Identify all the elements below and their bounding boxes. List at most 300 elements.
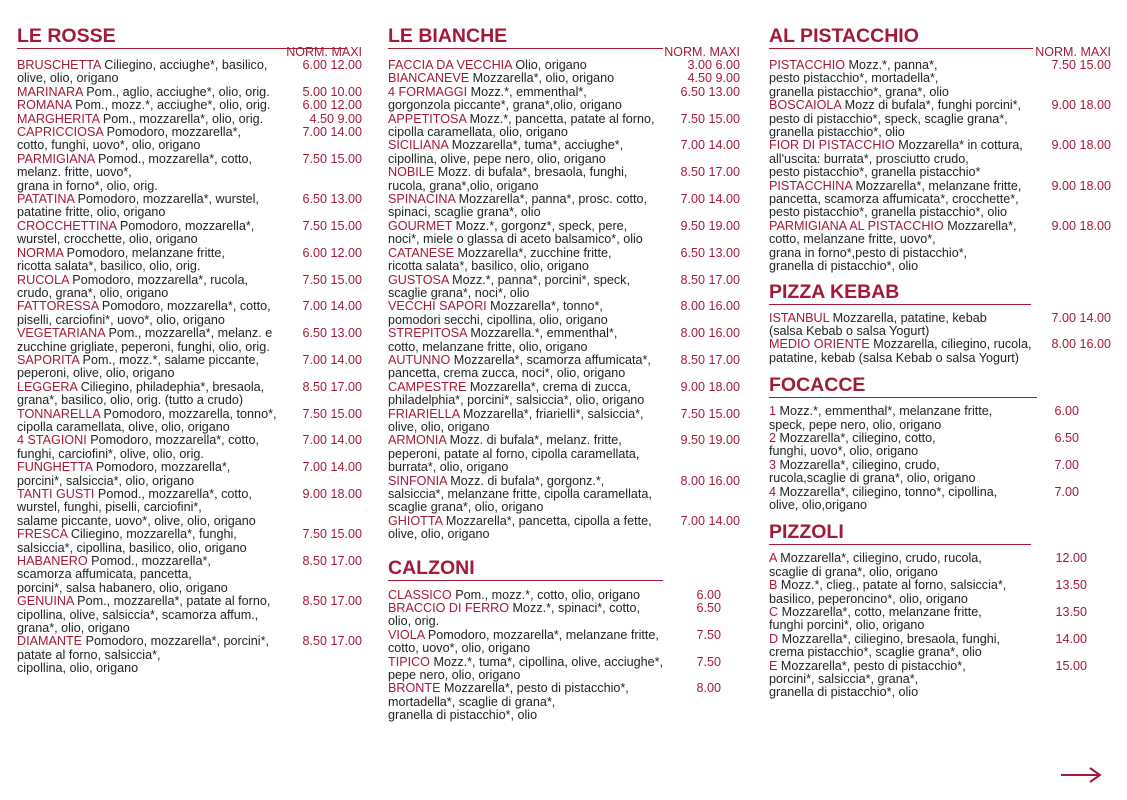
menu-item-description: Mozzarella*, tonno*, xyxy=(486,300,603,314)
menu-item-description-cont: peperoni, olive, olio, origano xyxy=(17,366,175,381)
menu-item xyxy=(17,126,362,153)
menu-item-price: 8.00 xyxy=(693,682,721,695)
menu-item-name: GENUINA xyxy=(17,595,74,609)
menu-list xyxy=(388,59,740,542)
menu-item xyxy=(17,595,362,635)
menu-item xyxy=(769,220,1111,274)
menu-item-description-cont: burrata*, olio, origano xyxy=(388,460,509,475)
menu-item-description-cont: salsiccia*, cipollina, basilico, olio, origano xyxy=(17,540,247,555)
menu-item-description: Mozzarella, ciliegino, rucola, xyxy=(869,338,1032,352)
menu-item-price: 7.00 14.00 xyxy=(677,139,740,152)
menu-item-description: Pomodoro, mozzarella*, xyxy=(92,461,231,475)
menu-item-price: 7.00 14.00 xyxy=(299,300,362,313)
menu-item xyxy=(388,515,740,542)
norm-label: NORM. xyxy=(286,45,328,59)
menu-item-first-line xyxy=(388,629,721,642)
menu-item xyxy=(388,139,740,166)
menu-item xyxy=(388,247,740,274)
menu-item-name: GOURMET xyxy=(388,219,453,233)
menu-item xyxy=(769,459,1079,486)
menu-item xyxy=(388,327,740,354)
section-title: LE ROSSE xyxy=(17,24,347,49)
menu-item-name: BRACCIO DI FERRO xyxy=(388,602,510,616)
menu-item-name: 4 STAGIONI xyxy=(17,434,87,448)
norm-label: NORM. xyxy=(1035,45,1077,59)
menu-item-description: Pom., mozz.*, acciughe*, olio, orig. xyxy=(71,99,271,113)
menu-item-name: E xyxy=(769,659,778,673)
column-left xyxy=(17,24,362,676)
menu-item-name: ROMANA xyxy=(17,99,72,113)
menu-item-price: 6.50 xyxy=(1051,432,1079,445)
menu-item-price: 8.50 17.00 xyxy=(677,166,740,179)
menu-item-name: GHIOTTA xyxy=(388,514,443,528)
menu-list xyxy=(388,589,721,723)
menu-item-first-line xyxy=(769,633,1087,646)
menu-item-name: PARMIGIANA AL PISTACCHIO xyxy=(769,219,944,233)
menu-item-description-cont: olive, olio,origano xyxy=(769,497,868,512)
menu-item-description: Mozz di bufala*, funghi porcini*, xyxy=(841,99,1022,113)
menu-item-name: 2 xyxy=(769,431,777,445)
menu-item-description: Mozzarella*, ciliegino, crudo, rucola, xyxy=(776,552,982,566)
menu-item-description-cont: olive, olio, origano xyxy=(388,419,490,434)
menu-item-first-line xyxy=(769,660,1087,673)
menu-item-name: PATATINA xyxy=(17,193,75,207)
menu-item-description: Mozzarella*, scamorza affumicata*, xyxy=(450,353,651,367)
menu-item-price: 7.00 xyxy=(1051,459,1079,472)
menu-item xyxy=(769,606,1087,633)
menu-item-price: 8.00 16.00 xyxy=(677,300,740,313)
menu-item-price: 6.00 12.00 xyxy=(299,247,362,260)
menu-item xyxy=(388,354,740,381)
menu-item-description-cont: spinaci, scaglie grana*, olio xyxy=(388,205,541,220)
menu-item-first-line xyxy=(769,579,1087,592)
menu-item-first-line xyxy=(769,486,1079,499)
menu-item-description: Mozz.*, gorgonz*, speck, pere, xyxy=(452,219,628,233)
menu-item-name: SAPORITA xyxy=(17,353,80,367)
menu-item-description-cont: melanz. fritte, uovo*, xyxy=(17,165,132,180)
menu-item-first-line xyxy=(769,552,1087,565)
menu-item-description: Pom., mozzarella*, olio, orig. xyxy=(99,112,264,126)
menu-item-price: 8.50 17.00 xyxy=(677,274,740,287)
menu-item xyxy=(769,139,1111,179)
menu-item-description: Mozz.*, panna*, xyxy=(845,59,938,72)
menu-item xyxy=(388,274,740,301)
menu-item xyxy=(769,59,1111,99)
menu-item-description-cont: porcini*, salsiccia*, olio, origano xyxy=(17,473,195,488)
section-al-pistacchio xyxy=(769,24,1111,274)
menu-item-price: 9.00 18.00 xyxy=(1048,139,1111,152)
menu-item xyxy=(17,555,362,595)
menu-item-price: 8.00 16.00 xyxy=(677,327,740,340)
menu-item-price: 5.00 10.00 xyxy=(299,86,362,99)
menu-item xyxy=(769,99,1111,139)
menu-list xyxy=(769,552,1087,699)
menu-item-description-cont: olio, orig. xyxy=(388,614,440,629)
menu-item-description-cont: salame piccante, uovo*, olive, olio, origano xyxy=(17,513,256,528)
menu-item-first-line xyxy=(769,606,1087,619)
menu-item-description: Mozz.*, panna*, porcini*, speck, xyxy=(448,273,630,287)
menu-item-first-line xyxy=(769,459,1079,472)
menu-item-description-cont: grana in forno*, olio, orig. xyxy=(17,178,158,193)
menu-item-name: SINFONIA xyxy=(388,474,447,488)
menu-item-price: 7.50 15.00 xyxy=(299,274,362,287)
menu-item-name: GUSTOSA xyxy=(388,273,449,287)
menu-item-description-cont: scamorza affumicata, pancetta, xyxy=(17,567,192,582)
menu-item-description: Mozz. di bufala*, bresaola, funghi, xyxy=(434,166,628,180)
menu-item-price: 7.00 14.00 xyxy=(677,193,740,206)
menu-item-description: Mozzarella*, ciliegino, tonno*, cipollina, xyxy=(776,485,998,499)
menu-item-description-cont: granella di pistacchio*, olio xyxy=(388,708,538,723)
menu-item-description: Ciliegino, mozzarella*, funghi, xyxy=(67,528,237,542)
menu-item-description-cont: salsiccia*, melanzane fritte, cipolla caramellata, xyxy=(388,487,652,501)
menu-item-name: DIAMANTE xyxy=(17,635,83,649)
menu-item-description: Mozz.*, spinaci*, cotto, xyxy=(509,602,640,616)
menu-item-name: STREPITOSA xyxy=(388,327,467,341)
menu-item xyxy=(769,660,1087,700)
menu-item-price: 7.00 14.00 xyxy=(299,434,362,447)
menu-item xyxy=(17,354,362,381)
menu-item-description: Mozz.*, emmenthal*, xyxy=(467,85,587,99)
menu-item-description-cont: pesto pistacchio*, granella pistacchio* xyxy=(769,165,981,180)
menu-item-description: Pomod., mozzarella*, xyxy=(87,555,211,569)
menu-item-name: SPINACINA xyxy=(388,193,456,207)
menu-item-price: 6.50 13.00 xyxy=(677,86,740,99)
norm-label: NORM. xyxy=(664,45,706,59)
menu-item-description-cont: rucola, grana*,olio, origano xyxy=(388,178,539,193)
menu-item-name: FRIARIELLA xyxy=(388,407,460,421)
menu-item-description: Pom., mozz.*, salame piccante, xyxy=(79,353,259,367)
menu-item-name: 4 xyxy=(769,485,777,499)
menu-item xyxy=(769,579,1087,606)
menu-item-price: 7.50 15.00 xyxy=(299,220,362,233)
menu-item-price: 7.50 xyxy=(693,656,721,669)
menu-item-name: PISTACCHIO xyxy=(769,59,846,72)
menu-item xyxy=(17,434,362,461)
menu-item-price: 8.50 17.00 xyxy=(299,595,362,608)
menu-item-description-cont: cipolla caramellata, olio, origano xyxy=(388,125,568,140)
menu-item xyxy=(17,247,362,274)
menu-item-name: CATANESE xyxy=(388,246,455,260)
menu-item xyxy=(769,552,1087,579)
menu-item-name: TIPICO xyxy=(388,655,430,669)
menu-item-description-cont: basilico, peperoncino*, olio, origano xyxy=(769,591,968,606)
menu-item-description-cont: funghi, uovo*, olio, origano xyxy=(769,444,919,459)
menu-item-description: Pomodoro, mozzarella*, rucola, xyxy=(68,273,248,287)
menu-item-price: 9.50 19.00 xyxy=(677,434,740,447)
menu-item-name: B xyxy=(769,579,778,593)
menu-item-description-cont: zucchine grigliate, peperoni, funghi, olio, orig. xyxy=(17,339,270,354)
menu-item xyxy=(388,434,740,474)
menu-item-description-cont: patate al forno, salsiccia*, xyxy=(17,647,161,662)
menu-item-description: Mozzarella*, panna*, prosc. cotto, xyxy=(455,193,647,207)
menu-item-name: ISTANBUL xyxy=(769,311,830,325)
menu-item xyxy=(17,153,362,193)
menu-item-description-cont: pomodori secchi, cipollina, olio, origano xyxy=(388,312,608,327)
section-title: CALZONI xyxy=(388,556,663,581)
menu-item xyxy=(769,633,1087,660)
menu-item-description: Mozzarella*, ciliegino, bresaola, funghi, xyxy=(778,632,1001,646)
menu-item-description-cont: all'uscita: burrata*, prosciutto crudo, xyxy=(769,151,969,166)
menu-item xyxy=(388,381,740,408)
menu-item-description-cont: cotto, funghi, uovo*, olio, origano xyxy=(17,138,201,153)
menu-item-price: 8.50 17.00 xyxy=(677,354,740,367)
menu-item-description: Pomodoro, melanzane fritte, xyxy=(63,246,225,260)
menu-item-name: TANTI GUSTI xyxy=(17,488,95,501)
menu-item xyxy=(17,635,362,675)
menu-list xyxy=(769,59,1111,274)
menu-item-price: 12.00 xyxy=(1052,552,1087,565)
menu-item-description: Pomodoro, mozzarella*, porcini*, xyxy=(82,635,269,649)
menu-item xyxy=(388,629,721,656)
menu-item-description-cont: granella pistacchio*, grana*, olio xyxy=(769,84,949,99)
menu-item-name: A xyxy=(769,552,777,566)
menu-item xyxy=(17,528,362,555)
menu-item-price: 6.00 xyxy=(1051,405,1079,418)
menu-item-price: 7.50 15.00 xyxy=(1048,59,1111,72)
menu-item-description-cont: pesto pistacchio*, granella pistacchio*, olio xyxy=(769,205,1008,220)
menu-item-description-cont: speck, pepe nero, olio, origano xyxy=(769,417,942,432)
menu-item xyxy=(17,274,362,301)
menu-item xyxy=(769,338,1111,365)
menu-item xyxy=(388,166,740,193)
menu-item-description-cont: granella di pistacchio*, olio xyxy=(769,259,919,274)
menu-item-description: Pomodoro, mozzarella*, cotto, xyxy=(98,300,271,314)
menu-item xyxy=(388,682,721,722)
menu-item-price: 8.50 17.00 xyxy=(299,381,362,394)
menu-item-name: AUTUNNO xyxy=(388,353,451,367)
menu-item-price: 6.50 13.00 xyxy=(299,193,362,206)
menu-item-name: HABANERO xyxy=(17,555,88,569)
maxi-label: MAXI xyxy=(1080,45,1111,59)
menu-item-price: 7.00 14.00 xyxy=(677,515,740,528)
menu-item-description-cont: patatine fritte, olio, origano xyxy=(17,205,166,220)
menu-item-description-cont: pesto pistacchio*, mortadella*, xyxy=(769,71,939,86)
menu-item-price: 7.50 15.00 xyxy=(299,153,362,166)
menu-item-price: 15.00 xyxy=(1052,660,1087,673)
menu-item-description-cont: pepe nero, olio, origano xyxy=(388,668,521,683)
menu-item-price: 9.00 18.00 xyxy=(299,488,362,501)
menu-item xyxy=(17,327,362,354)
menu-item-price: 7.50 15.00 xyxy=(677,113,740,126)
menu-item-description: Pomodoro, mozzarella*, melanzane fritte, xyxy=(424,628,659,642)
menu-item-description: Mozz. di bufala*, melanz. fritte, xyxy=(446,434,622,448)
menu-item-name: 1 xyxy=(769,405,777,419)
section-focacce xyxy=(769,373,1111,512)
menu-item xyxy=(17,86,362,99)
menu-item-description: Mozzarella*, pancetta, cipolla a fette, xyxy=(442,514,652,528)
menu-item-price: 6.00 12.00 xyxy=(299,99,362,112)
menu-item-price: 8.50 17.00 xyxy=(299,635,362,648)
menu-item-description: Mozzarella*, tuma*, acciughe*, xyxy=(448,139,624,153)
menu-list xyxy=(769,405,1079,512)
menu-item-name: FRESCA xyxy=(17,528,68,542)
menu-item-description: Mozzarella* in cottura, xyxy=(894,139,1023,153)
maxi-label: MAXI xyxy=(709,45,740,59)
menu-item-name: CAMPESTRE xyxy=(388,380,467,394)
menu-item-description-cont: cotto, melanzane fritte, uovo*, xyxy=(769,232,936,247)
menu-item-first-line xyxy=(388,602,721,615)
menu-item-name: FIOR DI PISTACCHIO xyxy=(769,139,895,153)
menu-item xyxy=(388,656,721,683)
menu-item-price: 8.50 17.00 xyxy=(299,555,362,568)
menu-item-name: BIANCANEVE xyxy=(388,72,470,86)
section-pizza-kebab xyxy=(769,280,1111,366)
menu-item-price: 7.00 14.00 xyxy=(299,461,362,474)
menu-item xyxy=(388,72,740,85)
menu-item-description: Mozz. di bufala*, gorgonz.*, xyxy=(446,474,605,488)
menu-item-description-cont: porcini*, salsiccia*, grana*, xyxy=(769,672,919,687)
menu-item xyxy=(769,405,1079,432)
menu-item-description: Mozz.*, pancetta, patate al forno, xyxy=(466,112,655,126)
menu-item-first-line xyxy=(388,656,721,669)
menu-item-name: C xyxy=(769,606,779,619)
menu-item-price: 9.00 18.00 xyxy=(1048,220,1111,233)
menu-item-name: PISTACCHINA xyxy=(769,179,853,193)
menu-item-name: PARMIGIANA xyxy=(17,152,95,166)
menu-item-description-cont: cipollina, olio, origano xyxy=(17,661,139,676)
menu-item-description: Mozz.*, emmenthal*, melanzane fritte, xyxy=(776,405,993,419)
menu-item-price: 3.00 6.00 xyxy=(684,59,740,72)
menu-item-description-cont: philadelphia*, porcini*, salsiccia*, olio, origano xyxy=(388,393,645,408)
menu-item-name: APPETITOSA xyxy=(388,112,467,126)
menu-item xyxy=(769,180,1111,220)
menu-item-description: Mozzarella*, pesto di pistacchio*, xyxy=(440,682,629,696)
menu-item-name: FUNGHETTA xyxy=(17,461,93,475)
menu-item xyxy=(17,488,362,528)
menu-item xyxy=(388,602,721,629)
menu-item-first-line xyxy=(769,405,1079,418)
menu-item-first-line xyxy=(388,589,721,602)
menu-item-description-cont: peperoni, patate al forno, cipolla caramellata, xyxy=(388,446,640,461)
menu-item-name: MARINARA xyxy=(17,85,83,99)
menu-item-description-cont: wurstel, funghi, piselli, carciofini*, xyxy=(17,500,202,515)
menu-item-description-cont: granella di pistacchio*, olio xyxy=(769,685,919,700)
menu-item-description-cont: noci*, miele o glassa di aceto balsamico*, olio xyxy=(388,232,643,247)
menu-item-description: Mozzarella*, friarielli*, salsiccia*, xyxy=(459,407,644,421)
menu-item-name: FATTORESSA xyxy=(17,300,99,314)
menu-item-description: Pom., mozzarella*, melanz. e xyxy=(104,327,273,341)
menu-item xyxy=(17,300,362,327)
menu-item-price: 9.50 19.00 xyxy=(677,220,740,233)
menu-item-price: 4.50 9.00 xyxy=(306,113,362,126)
section-title: AL PISTACCHIO xyxy=(769,24,1033,49)
section-title: LE BIANCHE xyxy=(388,24,663,49)
menu-item xyxy=(388,193,740,220)
section-pizzoli xyxy=(769,520,1111,699)
menu-item-description-cont: piselli, carciofini*, uovo*, olio, origano xyxy=(17,312,225,327)
menu-item-description-cont: grana in forno*,pesto di pistacchio*, xyxy=(769,245,968,260)
menu-item-description: Mozzarella*, crema di zucca, xyxy=(466,380,631,394)
menu-item-name: CAPRICCIOSA xyxy=(17,126,104,140)
menu-item-name: BOSCAIOLA xyxy=(769,99,842,113)
menu-item-description: Pomodoro, mozzarella*, xyxy=(103,126,241,140)
menu-item-name: NORMA xyxy=(17,246,64,260)
menu-item-first-line xyxy=(388,682,721,695)
menu-item xyxy=(388,59,740,72)
menu-item-name: NOBILE xyxy=(388,166,435,180)
section-title: PIZZA KEBAB xyxy=(769,280,1031,305)
menu-item xyxy=(17,59,362,86)
menu-item-description-cont: ricotta salata*, basilico, olio, origano xyxy=(388,259,589,274)
menu-item-price: 6.50 xyxy=(693,602,721,615)
menu-item xyxy=(388,589,721,602)
menu-item-name: LEGGERA xyxy=(17,380,78,394)
menu-item xyxy=(769,486,1079,513)
menu-item-description-cont: olive, olio, origano xyxy=(388,527,490,542)
menu-item xyxy=(17,99,362,112)
menu-item-description-cont: pesto di pistacchio*, speck, scaglie grana*, xyxy=(769,111,1008,126)
menu-item-description: Pomod., mozzarella*, cotto, xyxy=(94,152,252,166)
menu-item-description: Mozzarella*, melanzane fritte, xyxy=(852,179,1022,193)
menu-item xyxy=(388,300,740,327)
menu-item-name: 3 xyxy=(769,458,777,472)
menu-item-description: Mozz.*, clieg., patate al forno, salsiccia*, xyxy=(777,579,1007,593)
menu-item-description-cont: pancetta, scamorza affumicata*, crocchette*, xyxy=(769,192,1019,207)
menu-item-price: 9.00 18.00 xyxy=(1048,180,1111,193)
menu-item-description: Mozzarella*, ciliegino, cotto, xyxy=(776,431,936,445)
menu-item-price: 7.50 xyxy=(693,629,721,642)
menu-item xyxy=(388,408,740,435)
menu-item-price: 7.00 14.00 xyxy=(299,126,362,139)
menu-item-description-cont: grana*, olio, origano xyxy=(17,621,130,636)
menu-item-price: 7.00 14.00 xyxy=(299,354,362,367)
menu-item-description-cont: grana*, basilico, olio, orig. (tutto a crudo) xyxy=(17,393,244,408)
menu-item-name: VEGETARIANA xyxy=(17,327,105,341)
menu-item-description: Mozzarella*, zucchine fritte, xyxy=(454,246,612,260)
menu-item-price: 8.00 16.00 xyxy=(1048,338,1111,351)
menu-item-description-cont: porcini*, salsa habanero, olio, origano xyxy=(17,580,228,595)
menu-item-price: 9.00 18.00 xyxy=(677,381,740,394)
menu-item-price: 6.50 13.00 xyxy=(677,247,740,260)
menu-item xyxy=(388,475,740,515)
menu-item-description-cont: cipollina, olive, salsiccia*, scamorza affum., xyxy=(17,607,259,622)
menu-item-name: RUCOLA xyxy=(17,273,69,287)
menu-item-description: Ciliegino, philadephia*, bresaola, xyxy=(77,380,265,394)
menu-item-price: 7.50 15.00 xyxy=(299,528,362,541)
menu-item-name: CROCCHETTINA xyxy=(17,219,117,233)
menu-item-description-cont: funghi, carciofini*, olive, olio, orig. xyxy=(17,446,204,461)
menu-item-description: Mozzarella, patatine, kebab xyxy=(829,311,987,325)
menu-item xyxy=(388,86,740,113)
menu-item-description-cont: (salsa Kebab o salsa Yogurt) xyxy=(769,323,930,338)
menu-item-name: MARGHERITA xyxy=(17,112,100,126)
menu-item-description: Pom., mozzarella*, patate al forno, xyxy=(73,595,271,609)
menu-item-name: CLASSICO xyxy=(388,588,452,602)
menu-item-price: 6.50 13.00 xyxy=(299,327,362,340)
column-middle xyxy=(388,24,740,723)
menu-item-description: Mozzarella*, xyxy=(943,219,1017,233)
menu-item-price: 9.00 18.00 xyxy=(1048,99,1111,112)
arrow-right-icon[interactable] xyxy=(1060,765,1102,785)
section-le-bianche xyxy=(388,24,740,542)
menu-item-name: FACCIA DA VECCHIA xyxy=(388,59,512,72)
menu-item-description: Mozzarella*, pesto di pistacchio*, xyxy=(777,659,966,673)
menu-item-description: Mozz.*, tuma*, cipollina, olive, acciughe*, xyxy=(429,655,664,669)
menu-item xyxy=(388,220,740,247)
menu-item-description: Pomodoro, mozzarella*, xyxy=(116,219,255,233)
menu-item-description-cont: ricotta salata*, basilico, olio, orig. xyxy=(17,259,201,274)
menu-item-name: SICILIANA xyxy=(388,139,449,153)
menu-item-name: VIOLA xyxy=(388,628,425,642)
section-title: PIZZOLI xyxy=(769,520,1031,545)
menu-item-description: Mozzarella*, olio, origano xyxy=(469,72,615,86)
menu-item-description-cont: crudo, grana*, olio, origano xyxy=(17,285,169,300)
menu-item-description: Mozzarella*, cotto, melanzane fritte, xyxy=(778,606,982,619)
section-le-rosse xyxy=(17,24,362,676)
menu-item xyxy=(17,381,362,408)
menu-item-description: Pom., aglio, acciughe*, olio, orig. xyxy=(82,85,270,99)
menu-item xyxy=(769,432,1079,459)
